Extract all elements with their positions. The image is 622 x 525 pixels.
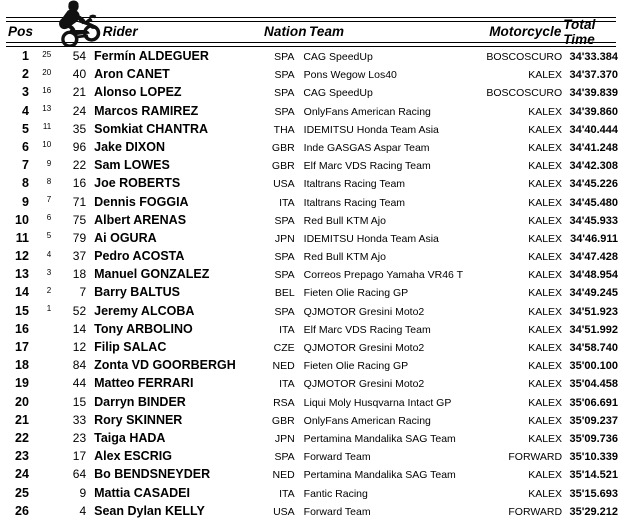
row-rider-name: Dennis FOGGIA <box>94 194 189 209</box>
row-rider-name: Fermín ALDEGUER <box>94 49 209 63</box>
row-points: 6 <box>46 213 52 223</box>
row-position: 7 <box>21 158 29 173</box>
row-motorcycle: KALEX <box>528 269 563 282</box>
row-position: 16 <box>15 321 29 336</box>
row-nation: NED <box>272 360 295 373</box>
row-total-time: 35'09.736 <box>569 432 618 445</box>
row-rider-name: Jake DIXON <box>94 139 165 154</box>
row-total-time: 34'37.370 <box>569 69 618 82</box>
row-team: Elf Marc VDS Racing Team <box>303 323 431 336</box>
row-motorcycle: KALEX <box>528 287 563 300</box>
row-total-time: 35'06.691 <box>569 396 618 409</box>
row-rider-number: 44 <box>72 376 87 391</box>
row-position: 5 <box>21 121 29 136</box>
row-points: 16 <box>42 85 52 95</box>
row-motorcycle: KALEX <box>528 469 563 482</box>
row-team: Italtrans Racing Team <box>303 196 406 209</box>
table-row <box>0 249 622 267</box>
row-points: 13 <box>42 104 52 114</box>
row-rider-name: Rory SKINNER <box>94 412 183 427</box>
row-position: 6 <box>21 139 29 154</box>
row-motorcycle: FORWARD <box>508 451 563 464</box>
row-rider-number: 84 <box>72 358 87 373</box>
row-rider-number: 54 <box>72 49 87 63</box>
header-nation: Nation <box>264 24 307 39</box>
row-nation: GBR <box>271 141 295 154</box>
row-position: 9 <box>21 194 29 209</box>
row-team: CAG SpeedUp <box>303 87 373 100</box>
row-motorcycle: KALEX <box>528 414 563 427</box>
table-row <box>0 504 622 522</box>
row-nation: ITA <box>279 196 295 209</box>
row-rider-name: Sean Dylan KELLY <box>94 503 205 518</box>
row-points: 3 <box>46 267 52 277</box>
row-nation: ITA <box>279 487 295 500</box>
row-position: 17 <box>15 340 29 354</box>
row-rider-name: Jeremy ALCOBA <box>94 303 195 318</box>
row-nation: ITA <box>279 323 295 336</box>
table-row <box>0 413 622 431</box>
row-team: Fieten Olie Racing GP <box>303 360 409 373</box>
row-rider-name: Joe ROBERTS <box>94 176 181 191</box>
row-nation: JPN <box>274 432 295 445</box>
row-rider-name: Filip SALAC <box>94 340 167 354</box>
row-team: IDEMITSU Honda Team Asia <box>303 232 439 245</box>
table-row <box>0 67 622 85</box>
row-rider-number: 75 <box>72 212 87 227</box>
row-rider-name: Somkiat CHANTRA <box>94 121 209 136</box>
row-rider-number: 21 <box>72 85 87 100</box>
row-motorcycle: KALEX <box>528 251 563 264</box>
table-row <box>0 449 622 467</box>
row-total-time: 34'40.444 <box>569 123 618 136</box>
row-total-time: 34'51.992 <box>569 323 618 336</box>
row-motorcycle: KALEX <box>528 232 563 245</box>
row-position: 23 <box>15 449 29 464</box>
row-motorcycle: KALEX <box>528 196 563 209</box>
row-rider-number: 17 <box>72 449 87 464</box>
row-rider-name: Marcos RAMIREZ <box>94 103 199 118</box>
row-rider-number: 52 <box>72 303 87 318</box>
row-points: 1 <box>46 304 52 314</box>
row-nation: SPA <box>274 105 295 118</box>
table-row <box>0 340 622 358</box>
row-nation: SPA <box>274 69 295 82</box>
row-rider-name: Barry BALTUS <box>94 285 181 300</box>
row-motorcycle: KALEX <box>528 123 563 136</box>
row-rider-name: Aron CANET <box>94 67 170 82</box>
row-motorcycle: BOSCOSCURO <box>486 51 563 63</box>
row-rider-number: 37 <box>72 249 87 264</box>
row-team: Pons Wegow Los40 <box>303 69 397 82</box>
row-team: Liqui Moly Husqvarna Intact GP <box>303 396 452 409</box>
row-rider-number: 7 <box>79 285 87 300</box>
table-row <box>0 285 622 303</box>
row-points: 10 <box>42 140 52 150</box>
row-team: Pertamina Mandalika SAG Team <box>303 432 456 445</box>
row-motorcycle: KALEX <box>528 69 563 82</box>
row-motorcycle: FORWARD <box>508 505 563 518</box>
results-rows <box>0 46 622 522</box>
row-motorcycle: KALEX <box>528 323 563 336</box>
row-nation: SPA <box>274 87 295 100</box>
row-position: 26 <box>15 503 29 518</box>
row-points: 5 <box>46 231 52 241</box>
row-rider-number: 96 <box>72 139 87 154</box>
row-rider-name: Mattia CASADEI <box>94 485 190 500</box>
row-points: 7 <box>46 195 52 204</box>
row-motorcycle: KALEX <box>528 360 563 373</box>
row-rider-name: Bo BENDSNEYDER <box>94 467 211 482</box>
row-motorcycle: KALEX <box>528 378 563 391</box>
row-motorcycle: KALEX <box>528 432 563 445</box>
header-pos: Pos <box>8 24 34 39</box>
row-position: 10 <box>15 212 29 227</box>
row-nation: RSA <box>273 396 295 409</box>
row-motorcycle: KALEX <box>528 342 563 354</box>
row-total-time: 35'00.100 <box>569 360 618 373</box>
table-row <box>0 376 622 394</box>
row-rider-number: 71 <box>72 194 87 209</box>
table-row <box>0 104 622 122</box>
row-total-time: 34'48.954 <box>569 269 618 282</box>
header-rule-bottom-inner <box>6 42 616 43</box>
row-position: 11 <box>15 230 29 245</box>
row-position: 20 <box>15 394 29 409</box>
row-rider-number: 35 <box>72 121 87 136</box>
table-row <box>0 322 622 340</box>
row-rider-number: 18 <box>72 267 87 282</box>
row-position: 1 <box>21 49 29 63</box>
row-total-time: 35'04.458 <box>569 378 618 391</box>
row-rider-name: Manuel GONZALEZ <box>94 267 210 282</box>
row-team: Elf Marc VDS Racing Team <box>303 160 431 173</box>
row-position: 13 <box>15 267 29 282</box>
row-team: QJMOTOR Gresini Moto2 <box>303 342 425 354</box>
row-nation: GBR <box>271 160 295 173</box>
row-total-time: 34'33.384 <box>569 51 619 63</box>
row-total-time: 35'29.212 <box>569 505 618 518</box>
header-team: Team <box>309 24 345 39</box>
row-rider-name: Pedro ACOSTA <box>94 249 185 264</box>
table-row <box>0 195 622 213</box>
row-motorcycle: KALEX <box>528 487 563 500</box>
row-position: 22 <box>15 430 29 445</box>
row-rider-number: 40 <box>72 67 87 82</box>
row-motorcycle: BOSCOSCURO <box>486 87 563 100</box>
row-position: 4 <box>21 103 29 118</box>
row-points: 11 <box>42 122 52 132</box>
row-nation: SPA <box>274 269 295 282</box>
row-nation: USA <box>273 505 295 518</box>
row-points: 20 <box>42 67 52 77</box>
table-row <box>0 267 622 285</box>
row-total-time: 34'41.248 <box>569 141 618 154</box>
row-nation: BEL <box>274 287 295 300</box>
row-rider-number: 79 <box>72 230 87 245</box>
row-total-time: 34'39.860 <box>569 105 618 118</box>
header-labels-row <box>0 16 622 47</box>
row-nation: USA <box>273 178 295 191</box>
row-points: 9 <box>46 158 52 168</box>
row-position: 21 <box>15 412 29 427</box>
table-row <box>0 49 622 67</box>
row-motorcycle: KALEX <box>528 178 563 191</box>
row-total-time: 35'15.693 <box>569 487 618 500</box>
row-rider-name: Alex ESCRIG <box>94 449 172 464</box>
row-motorcycle: KALEX <box>528 105 563 118</box>
row-nation: THA <box>273 123 295 136</box>
row-nation: SPA <box>274 214 295 227</box>
row-team: OnlyFans American Racing <box>303 105 431 118</box>
row-rider-name: Albert ARENAS <box>94 212 187 227</box>
row-total-time: 34'51.923 <box>569 305 618 318</box>
row-rider-number: 64 <box>72 467 87 482</box>
row-motorcycle: KALEX <box>528 214 563 227</box>
row-rider-name: Sam LOWES <box>94 158 170 173</box>
row-total-time: 34'39.839 <box>569 87 619 100</box>
row-position: 25 <box>15 485 29 500</box>
table-row <box>0 358 622 376</box>
row-position: 18 <box>15 358 29 373</box>
row-total-time: 34'45.480 <box>569 196 618 209</box>
header-motorcycle: Motorcycle <box>489 24 562 39</box>
table-row <box>0 467 622 485</box>
row-team: Pertamina Mandalika SAG Team <box>303 469 456 482</box>
row-rider-number: 15 <box>72 394 87 409</box>
table-row <box>0 304 622 322</box>
row-total-time: 34'46.911 <box>570 232 618 245</box>
table-row <box>0 140 622 158</box>
row-rider-name: Zonta VD GOORBERGH <box>94 358 236 373</box>
row-position: 8 <box>21 176 29 191</box>
row-motorcycle: KALEX <box>528 141 563 154</box>
row-points: 2 <box>46 285 52 295</box>
row-team: Red Bull KTM Ajo <box>303 251 386 264</box>
table-row <box>0 122 622 140</box>
row-team: Forward Team <box>303 505 371 518</box>
row-nation: JPN <box>274 232 295 245</box>
row-motorcycle: KALEX <box>528 396 563 409</box>
table-row <box>0 231 622 249</box>
row-nation: GBR <box>271 414 295 427</box>
row-position: 12 <box>15 249 29 264</box>
table-row <box>0 158 622 176</box>
row-team: CAG SpeedUp <box>303 51 373 63</box>
row-rider-number: 16 <box>72 176 87 191</box>
row-team: Red Bull KTM Ajo <box>303 214 386 227</box>
row-total-time: 34'58.740 <box>569 342 618 354</box>
table-row <box>0 486 622 504</box>
row-nation: SPA <box>274 451 295 464</box>
table-row <box>0 85 622 103</box>
row-team: Correos Prepago Yamaha VR46 T <box>303 269 464 282</box>
row-rider-name: Matteo FERRARI <box>94 376 194 391</box>
row-nation: SPA <box>274 305 295 318</box>
row-team: Fantic Racing <box>303 487 368 500</box>
row-points: 25 <box>42 49 52 59</box>
row-rider-number: 22 <box>72 158 87 173</box>
row-total-time: 34'49.245 <box>569 287 618 300</box>
row-rider-name: Darryn BINDER <box>94 394 186 409</box>
row-position: 3 <box>21 85 29 100</box>
row-team: Italtrans Racing Team <box>303 178 406 191</box>
row-rider-number: 9 <box>79 485 87 500</box>
row-team: Forward Team <box>303 451 371 464</box>
row-team: OnlyFans American Racing <box>303 414 431 427</box>
row-points: 8 <box>46 176 52 186</box>
row-team: QJMOTOR Gresini Moto2 <box>303 378 425 391</box>
table-header <box>0 0 622 46</box>
row-team: QJMOTOR Gresini Moto2 <box>303 305 425 318</box>
row-total-time: 35'14.521 <box>569 469 618 482</box>
table-row <box>0 176 622 194</box>
row-rider-number: 14 <box>72 321 87 336</box>
header-total-time: Total Time <box>563 16 596 47</box>
header-rule-top-outer <box>6 17 616 18</box>
row-position: 14 <box>15 285 29 300</box>
row-nation: CZE <box>273 342 295 354</box>
row-rider-name: Ai OGURA <box>94 230 157 245</box>
row-total-time: 34'45.226 <box>569 178 618 191</box>
row-position: 19 <box>15 376 29 391</box>
table-row <box>0 431 622 449</box>
row-total-time: 35'10.339 <box>569 451 618 464</box>
row-rider-number: 4 <box>79 503 87 518</box>
table-row <box>0 213 622 231</box>
row-motorcycle: KALEX <box>528 160 563 173</box>
row-rider-number: 33 <box>72 412 87 427</box>
header-rider: Rider <box>102 24 138 39</box>
row-nation: NED <box>272 469 295 482</box>
row-rider-name: Tony ARBOLINO <box>94 321 193 336</box>
row-rider-name: Taiga HADA <box>94 430 166 445</box>
row-rider-number: 24 <box>72 103 87 118</box>
row-total-time: 34'47.428 <box>569 251 618 264</box>
row-nation: SPA <box>274 51 295 63</box>
row-team: Inde GASGAS Aspar Team <box>303 141 430 154</box>
row-points: 4 <box>46 249 52 259</box>
row-rider-name: Alonso LOPEZ <box>94 85 182 100</box>
row-total-time: 34'42.308 <box>569 160 618 173</box>
row-team: Fieten Olie Racing GP <box>303 287 409 300</box>
row-total-time: 34'45.933 <box>569 214 618 227</box>
row-total-time: 35'09.237 <box>569 414 618 427</box>
row-position: 2 <box>21 67 29 82</box>
row-position: 15 <box>15 303 29 318</box>
row-nation: SPA <box>274 251 295 264</box>
row-rider-number: 12 <box>72 340 87 354</box>
row-position: 24 <box>15 467 29 482</box>
row-nation: ITA <box>279 378 295 391</box>
row-rider-number: 23 <box>72 430 87 445</box>
row-motorcycle: KALEX <box>528 305 563 318</box>
row-team: IDEMITSU Honda Team Asia <box>303 123 439 136</box>
table-row <box>0 395 622 413</box>
